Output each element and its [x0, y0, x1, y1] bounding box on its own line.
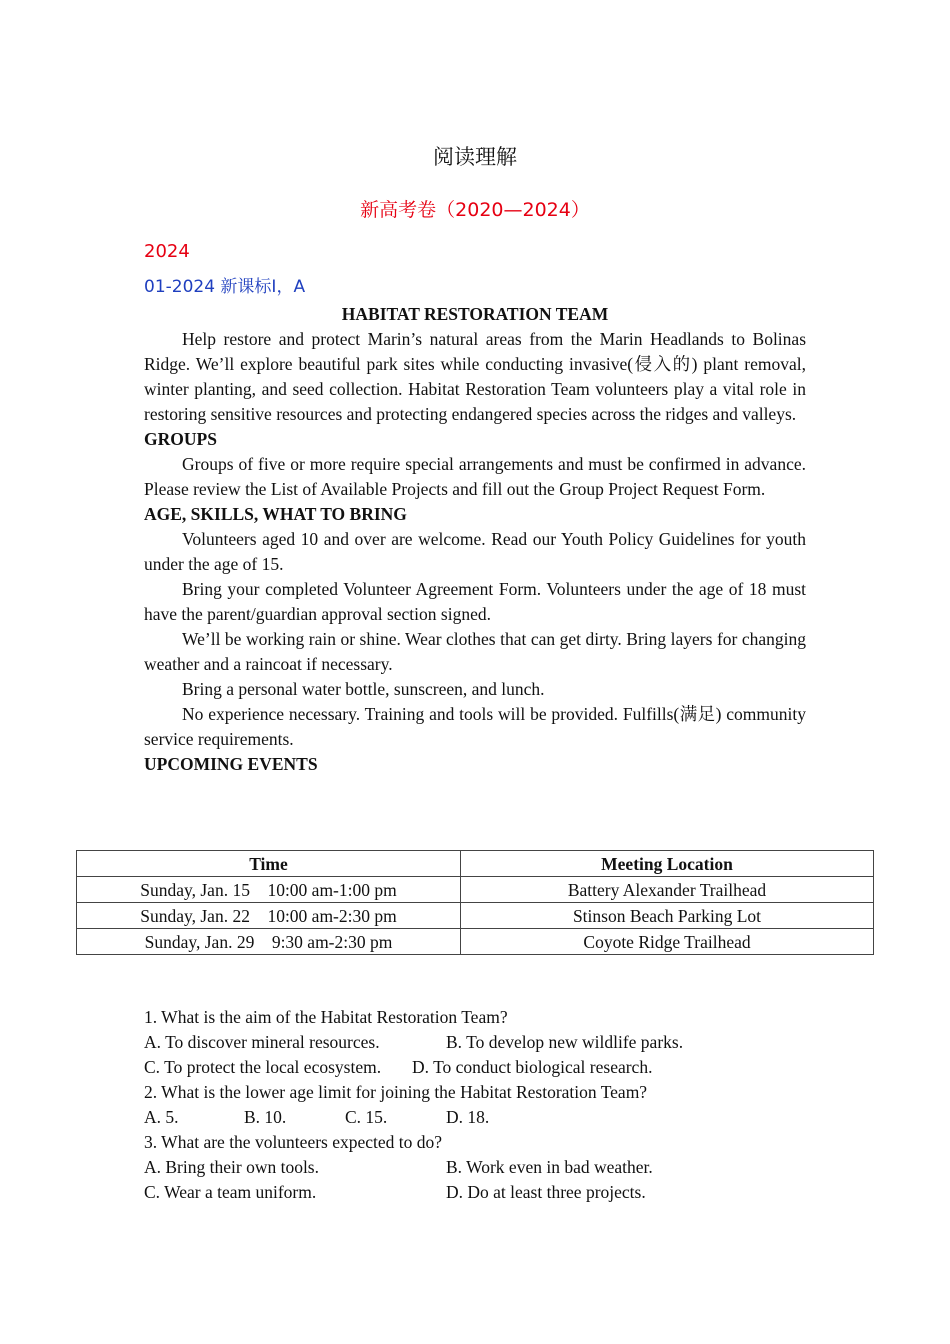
intro-paragraph: Help restore and protect Marin’s natural areas from the Marin Headlands to Bolinas Ridge. We’ll explore beautiful park sites while conducting invasive(侵入的) plant removal, winter planting, and seed collection. Habitat Restoration Team volunteers play a vital role in restoring sensitive resources and protecting endangered species across the ridges and valleys.	[144, 329, 806, 424]
experience-paragraph: No experience necessary. Training and tools will be provided. Fulfills(满足) community service requirements.	[144, 704, 806, 749]
option-d: D. Do at least three projects.	[446, 1182, 646, 1202]
table-row	[77, 877, 874, 903]
section-subtitle: 新高考卷（2020—2024）	[360, 199, 590, 221]
events-heading: UPCOMING EVENTS	[144, 754, 318, 774]
question-1-options-row-2	[144, 1055, 844, 1080]
bring-paragraph: Bring a personal water bottle, sunscreen, and lunch.	[182, 679, 545, 699]
time-header: Time	[77, 851, 461, 877]
question-2-options-row	[144, 1105, 844, 1130]
question-3-options-row-2	[144, 1180, 844, 1205]
location-header: Meeting Location	[461, 851, 874, 877]
groups-heading: GROUPS	[144, 429, 217, 449]
event-time: Sunday, Jan. 15 10:00 am-1:00 pm	[77, 877, 461, 903]
option-a: A. Bring their own tools.	[144, 1157, 319, 1177]
option-a: A. 5.	[144, 1107, 179, 1127]
passage-title: HABITAT RESTORATION TEAM	[341, 304, 609, 324]
question-3: 3. What are the volunteers expected to do?	[144, 1132, 443, 1152]
option-a: A. To discover mineral resources.	[144, 1032, 380, 1052]
option-c: C. To protect the local ecosystem.	[144, 1057, 382, 1077]
option-c: C. Wear a team uniform.	[144, 1182, 317, 1202]
event-location: Coyote Ridge Trailhead	[461, 929, 874, 955]
weather-paragraph: We’ll be working rain or shine. Wear clothes that can get dirty. Bring layers for changing weather and a raincoat if necessary.	[144, 629, 806, 674]
event-time: Sunday, Jan. 29 9:30 am-2:30 pm	[77, 929, 461, 955]
option-d: D. To conduct biological research.	[412, 1057, 653, 1077]
option-b: B. Work even in bad weather.	[446, 1157, 653, 1177]
reading-passage	[144, 302, 806, 777]
events-table	[76, 850, 874, 955]
groups-paragraph: Groups of five or more require special arrangements and must be confirmed in advance. Please review the List of Available Projects and fill out the Group Project Request Form.	[144, 454, 806, 499]
age-paragraph: Volunteers aged 10 and over are welcome. Read our Youth Policy Guidelines for youth under the age of 15.	[144, 529, 806, 574]
event-location: Battery Alexander Trailhead	[461, 877, 874, 903]
event-location: Stinson Beach Parking Lot	[461, 903, 874, 929]
option-b: B. 10.	[244, 1107, 287, 1127]
agreement-paragraph: Bring your completed Volunteer Agreement Form. Volunteers under the age of 18 must have the parent/guardian approval section signed.	[144, 579, 806, 624]
table-row	[77, 903, 874, 929]
question-1-options-row-1	[144, 1030, 844, 1055]
option-b: B. To develop new wildlife parks.	[446, 1032, 684, 1052]
question-list	[144, 1005, 844, 1205]
page-title: 阅读理解	[433, 145, 517, 169]
table-row	[77, 929, 874, 955]
option-c: C. 15.	[345, 1107, 388, 1127]
age-heading: AGE, SKILLS, WHAT TO BRING	[144, 504, 407, 524]
source-label: 01-2024 新课标Ⅰ，A	[144, 277, 306, 297]
question-2: 2. What is the lower age limit for joining the Habitat Restoration Team?	[144, 1082, 648, 1102]
question-1: 1. What is the aim of the Habitat Restoration Team?	[144, 1007, 508, 1027]
year-label: 2024	[144, 241, 190, 262]
option-d: D. 18.	[446, 1107, 490, 1127]
table-header-row	[77, 851, 874, 877]
question-3-options-row-1	[144, 1155, 844, 1180]
event-time: Sunday, Jan. 22 10:00 am-2:30 pm	[77, 903, 461, 929]
